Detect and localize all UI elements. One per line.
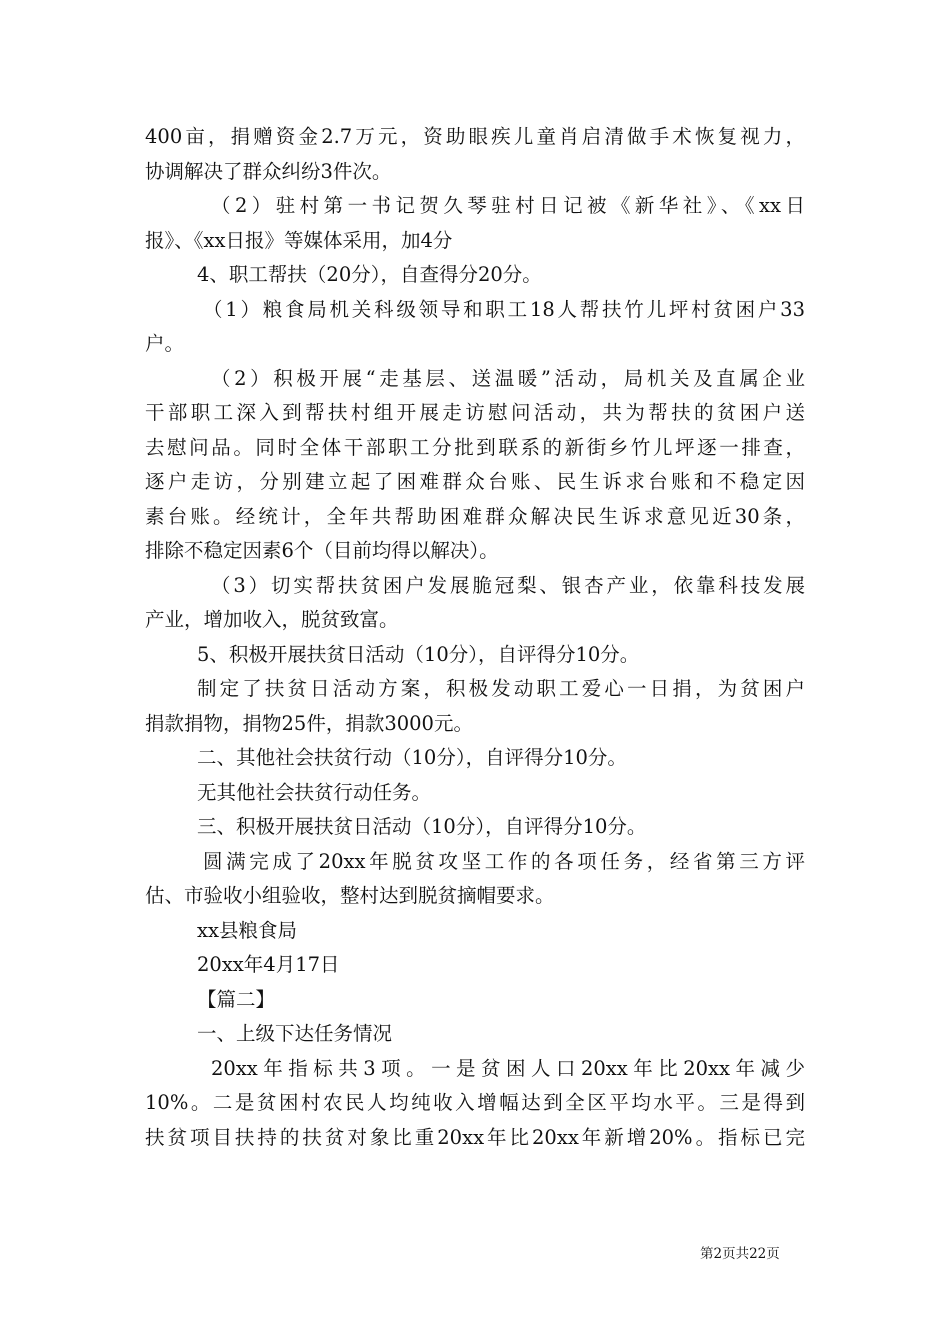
text-line: 素台账。经统计，全年共帮助困难群众解决民生诉求意见近30条， xyxy=(145,504,805,528)
text-line: 扶贫项目扶持的扶贫对象比重20xx年比20xx年新增20%。指标已完 xyxy=(145,1125,805,1149)
text-line: 【篇二】 xyxy=(197,987,276,1011)
text-line: 去慰问品。同时全体干部职工分批到联系的新街乡竹儿坪逐一排查， xyxy=(145,435,805,459)
text-line: 5、积极开展扶贫日活动（10分），自评得分10分。 xyxy=(197,642,640,666)
text-line: 干部职工深入到帮扶村组开展走访慰问活动，共为帮扶的贫困户送 xyxy=(145,401,805,424)
text-line: 协调解决了群众纠纷3件次。 xyxy=(145,159,392,183)
text-line: （2）积极开展“走基层、送温暖”活动，局机关及直属企业 xyxy=(211,366,805,390)
document-body xyxy=(145,120,805,1155)
text-line: 10%。二是贫困村农民人均纯收入增幅达到全区平均水平。三是得到 xyxy=(145,1091,805,1114)
text-line: 捐款捐物，捐物25件，捐款3000元。 xyxy=(145,711,473,735)
text-line: 报》、《xx日报》等媒体采用，加4分 xyxy=(145,228,453,252)
text-line: 产业，增加收入，脱贫致富。 xyxy=(145,608,399,631)
text-line: 排除不稳定因素6个（目前均得以解决）。 xyxy=(145,539,499,562)
text-line: （3）切实帮扶贫困户发展脆冠梨、银杏产业，依靠科技发展 xyxy=(211,573,805,597)
text-line: 一、上级下达任务情况 xyxy=(197,1022,393,1045)
text-line: （2）驻村第一书记贺久琴驻村日记被《新华社》、《xx日 xyxy=(211,194,805,217)
text-line: 4、职工帮扶（20分），自查得分20分。 xyxy=(197,263,542,286)
text-line: 逐户走访，分别建立起了困难群众台账、民生诉求台账和不稳定因 xyxy=(145,470,805,493)
page-number-footer: 第2页共22页 xyxy=(700,1246,780,1262)
text-line: 三、积极开展扶贫日活动（10分），自评得分10分。 xyxy=(197,815,647,838)
text-line: 400亩，捐赠资金2.7万元，资助眼疾儿童肖启清做手术恢复视力， xyxy=(145,125,805,148)
text-line: 20xx年4月17日 xyxy=(197,953,340,976)
text-line: 无其他社会扶贫行动任务。 xyxy=(197,780,432,804)
text-line: 制定了扶贫日活动方案，积极发动职工爱心一日捐，为贫困户 xyxy=(197,677,805,700)
text-line: 户。 xyxy=(145,332,185,355)
text-line: xx县粮食局 xyxy=(197,918,297,942)
text-line: 估、市验收小组验收，整村达到脱贫摘帽要求。 xyxy=(145,884,555,907)
text-line: 20xx年指标共3项。一是贫困人口20xx年比20xx年减少 xyxy=(211,1056,805,1080)
text-line: （1）粮食局机关科级领导和职工18人帮扶竹儿坪村贫困户33 xyxy=(203,297,805,321)
text-line: 二、其他社会扶贫行动（10分），自评得分10分。 xyxy=(197,746,627,769)
text-line: 圆满完成了20xx年脱贫攻坚工作的各项任务，经省第三方评 xyxy=(203,849,805,873)
